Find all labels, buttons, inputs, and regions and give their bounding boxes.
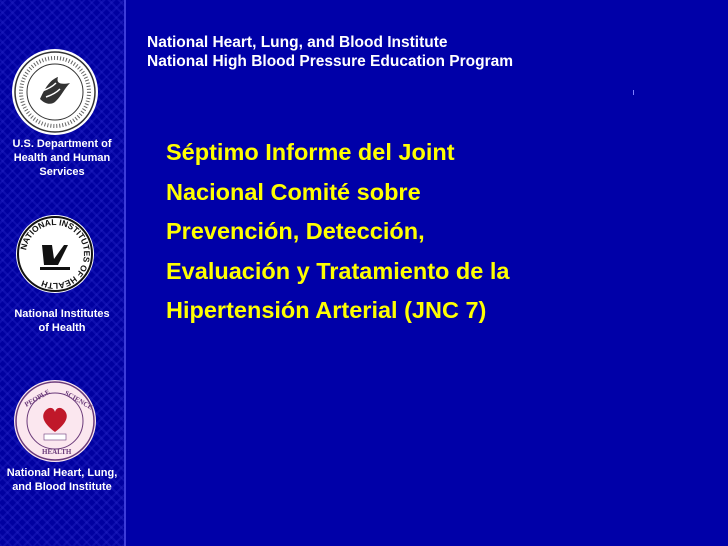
sidebar-divider [124,0,126,546]
hhs-caption-line3: Services [39,166,85,178]
nih-caption [0,307,124,335]
nhlbi-seal-top-left: PEOPLE [23,387,52,409]
decorative-mark [633,90,634,95]
title-line2: Nacional Comité sobre [166,178,421,205]
header-line1: National Heart, Lung, and Blood Institute [147,34,448,51]
nih-seal-text: NATIONAL INSTITUTES OF HEALTH [18,216,93,292]
eagle-icon [12,49,98,135]
nih-seal-logo [16,215,94,293]
hhs-seal-logo [12,49,98,135]
title-line5: Hipertensión Arterial (JNC 7) [166,297,487,323]
nih-emblem-icon [42,245,68,265]
title-line3: Prevención, Detección, [166,218,425,244]
hhs-caption-line2: Health and Human [13,152,111,164]
title-line1: Séptimo Informe del Joint [166,139,455,165]
nhlbi-seal-top-right: SCIENCE [63,389,95,412]
header-line2: National High Blood Pressure Education Program [147,53,514,70]
title-line4: Evaluación y Tratamiento de la [166,257,510,284]
nhlbi-caption [0,466,124,494]
nhlbi-caption-line2: and Blood Institute [12,481,112,493]
hhs-caption [0,137,124,179]
slide-title [166,133,686,331]
nih-caption-line1: National Institutes [14,308,110,320]
nhlbi-seal-bottom: HEALTH [42,448,72,456]
hhs-caption-line1: U.S. Department of [12,138,112,150]
nhlbi-caption-line1: National Heart, Lung, [6,467,118,479]
nih-caption-line2: of Health [38,322,86,334]
nhlbi-seal-logo [14,380,96,462]
sidebar [0,0,124,546]
heart-icon [43,408,67,432]
page-header [147,33,513,71]
